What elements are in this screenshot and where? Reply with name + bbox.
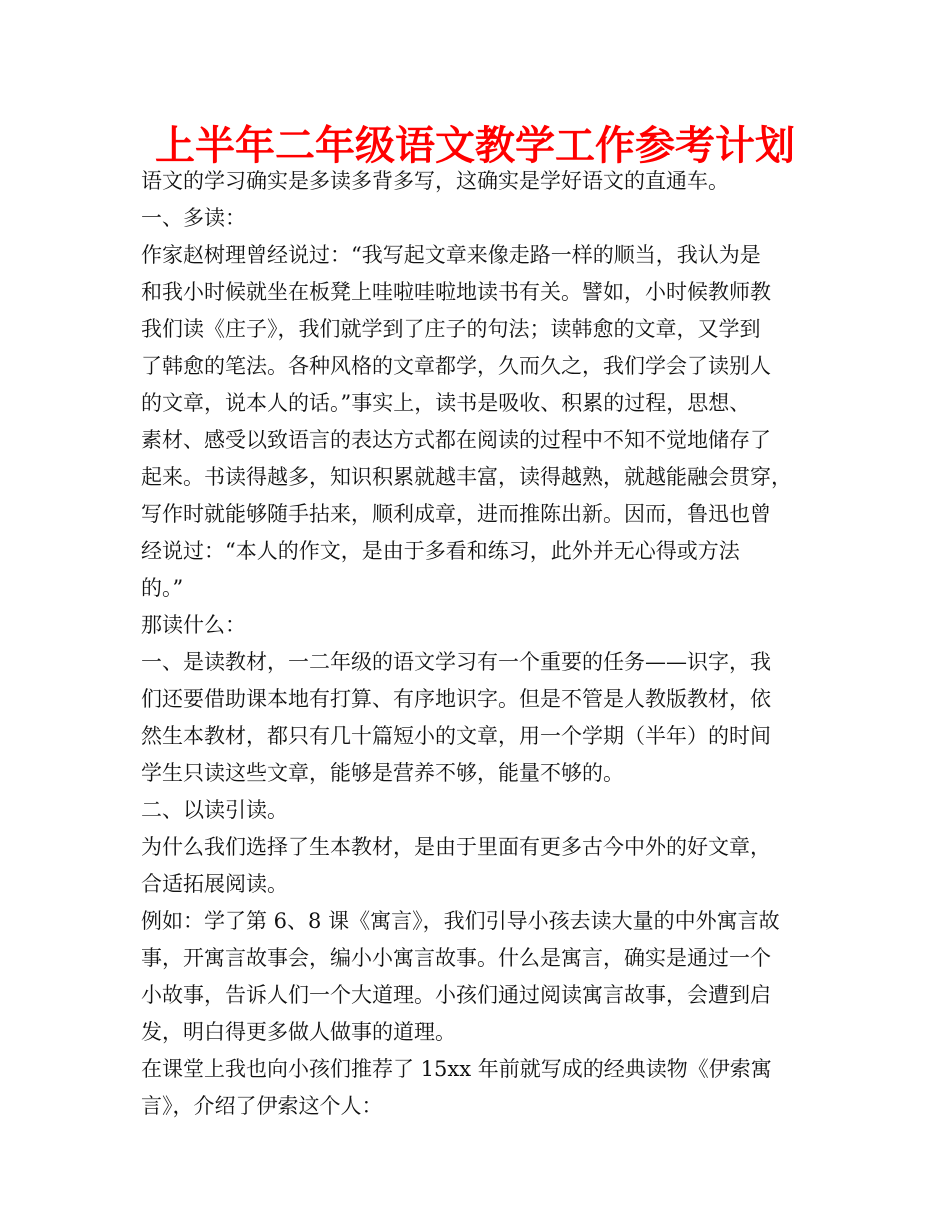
text-line: 例如：学了第 6、8 课《寓言》，我们引导小孩去读大量的中外寓言故 — [141, 909, 780, 933]
text-line: 经说过：“本人的作文，是由于多看和练习，此外并无心得或方法 — [141, 539, 740, 563]
text-line: 合适拓展阅读。 — [141, 872, 288, 896]
text-line: 写作时就能够随手拈来，顺利成章，进而推陈出新。因而，鲁迅也曾 — [141, 502, 771, 526]
text-line: 为什么我们选择了生本教材，是由于里面有更多古今中外的好文章， — [141, 835, 771, 859]
text-line: 作家赵树理曾经说过：“我写起文章来像走路一样的顺当，我认为是 — [141, 243, 761, 267]
text-line: 在课堂上我也向小孩们推荐了 15xx 年前就写成的经典读物《伊索寓 — [141, 1057, 772, 1081]
text-line: 的文章，说本人的话。”事实上，读书是吸收、积累的过程，思想、 — [141, 391, 751, 415]
text-line: 素材、感受以致语言的表达方式都在阅读的过程中不知不觉地储存了 — [141, 428, 771, 452]
text-line: 我们读《庄子》，我们就学到了庄子的句法；读韩愈的文章，又学到 — [141, 317, 761, 341]
text-line: 了韩愈的笔法。各种风格的文章都学，久而久之，我们学会了读别人 — [141, 354, 771, 378]
text-line: 们还要借助课本地有打算、有序地识字。但是不管是人教版教材，依 — [141, 687, 771, 711]
document-body — [141, 163, 831, 1125]
section-heading: 那读什么： — [141, 613, 246, 637]
text-line: 和我小时候就坐在板凳上哇啦哇啦地读书有关。譬如，小时候教师教 — [141, 280, 771, 304]
text-line: 的。” — [141, 576, 184, 600]
text-line: 言》，介绍了伊索这个人： — [141, 1094, 383, 1118]
text-line: 一、是读教材，一二年级的语文学习有一个重要的任务——识字，我 — [141, 650, 771, 674]
text-line: 事，开寓言故事会，编小小寓言故事。什么是寓言，确实是通过一个 — [141, 946, 771, 970]
text-line: 起来。书读得越多，知识积累就越丰富，读得越熟，就越能融会贯穿， — [141, 465, 792, 489]
text-line: 然生本教材，都只有几十篇短小的文章，用一个学期（半年）的时间 — [141, 724, 771, 748]
section-heading: 一、多读： — [141, 206, 246, 230]
text-line: 发，明白得更多做人做事的道理。 — [141, 1020, 456, 1044]
document-title: 上半年二年级语文教学工作参考计划 — [155, 122, 795, 169]
text-line: 语文的学习确实是多读多背多写，这确实是学好语文的直通车。 — [141, 169, 729, 193]
text-line: 小故事，告诉人们一个大道理。小孩们通过阅读寓言故事，会遭到启 — [141, 983, 771, 1007]
text-line: 学生只读这些文章，能够是营养不够，能量不够的。 — [141, 761, 624, 785]
section-heading: 二、以读引读。 — [141, 798, 288, 822]
